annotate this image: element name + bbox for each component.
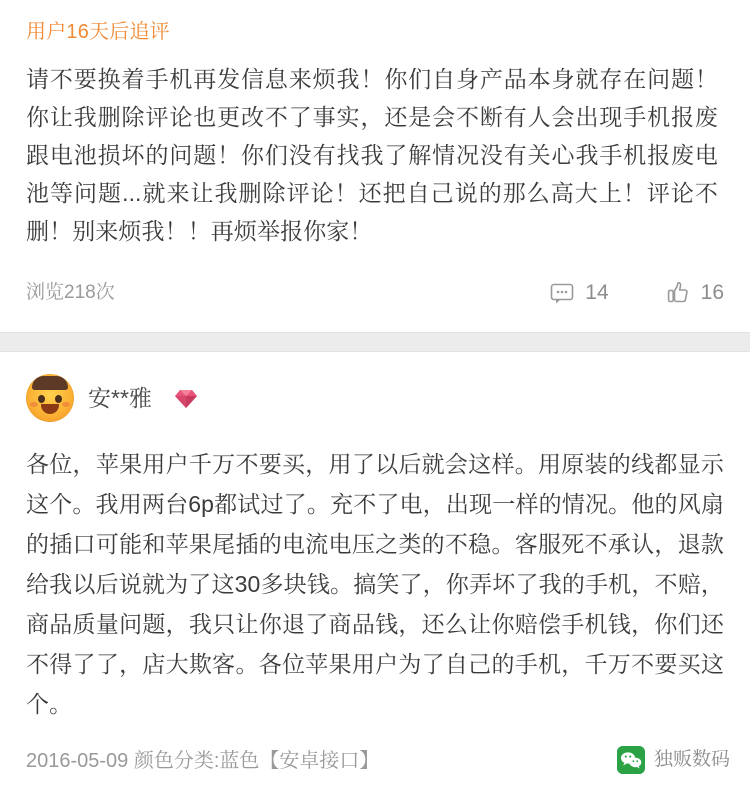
comment-stat[interactable] bbox=[549, 280, 608, 306]
views-count-label: 浏览218次 bbox=[26, 282, 115, 303]
watermark-label: 独贩数码 bbox=[653, 749, 730, 770]
section-divider bbox=[0, 332, 750, 352]
user-avatar-emoji bbox=[26, 374, 74, 422]
like-stat[interactable] bbox=[665, 280, 724, 306]
like-count: 16 bbox=[700, 281, 724, 304]
thumbs-up-icon bbox=[665, 280, 691, 306]
comment-count: 14 bbox=[585, 281, 609, 304]
user-review-section bbox=[0, 352, 750, 422]
review-meta-label: 2016-05-09 颜色分类:蓝色【安卓接口】 bbox=[26, 750, 380, 772]
user-review-body: 各位，苹果用户千万不要买，用了以后就会这样。用原装的线都显示这个。我用两台6p都试过了。充不了电，出现一样的情况。他的风扇的插口可能和苹果尾插的电流电压之类的不稳。客服死不承认，退款给我以后说就为了这30多块钱。搞笑了，你弄坏了我的手机，不赔，商品质量问题，我只让你退了商品钱，还么让你赔偿手机钱，你们还不得了了，店大欺客。各位苹果用户为了自己的手机，千万不要买这个。 bbox=[26, 451, 724, 717]
wechat-icon bbox=[617, 746, 645, 774]
diamond-badge-icon bbox=[174, 388, 198, 410]
followup-review-body: 请不要换着手机再发信息来烦我！你们自身产品本身就存在问题！你让我删除评论也更改不了事实，还是会不断有人会出现手机报废跟电池损坏的问题！你们没有找我了解情况没有关心我手机报废电池等问题...就来让我删除评论！还把自己说的那么高大上！评论不删！别来烦我！！再烦举报你家！ bbox=[26, 66, 718, 244]
watermark bbox=[617, 746, 730, 774]
followup-review-section bbox=[0, 0, 750, 250]
username-label: 安**雅 bbox=[88, 385, 152, 411]
user-header-row bbox=[26, 374, 724, 422]
followup-review-title: 用户16天后追评 bbox=[26, 21, 170, 43]
followup-stats-row bbox=[0, 250, 750, 332]
comment-bubble-icon bbox=[549, 280, 575, 306]
